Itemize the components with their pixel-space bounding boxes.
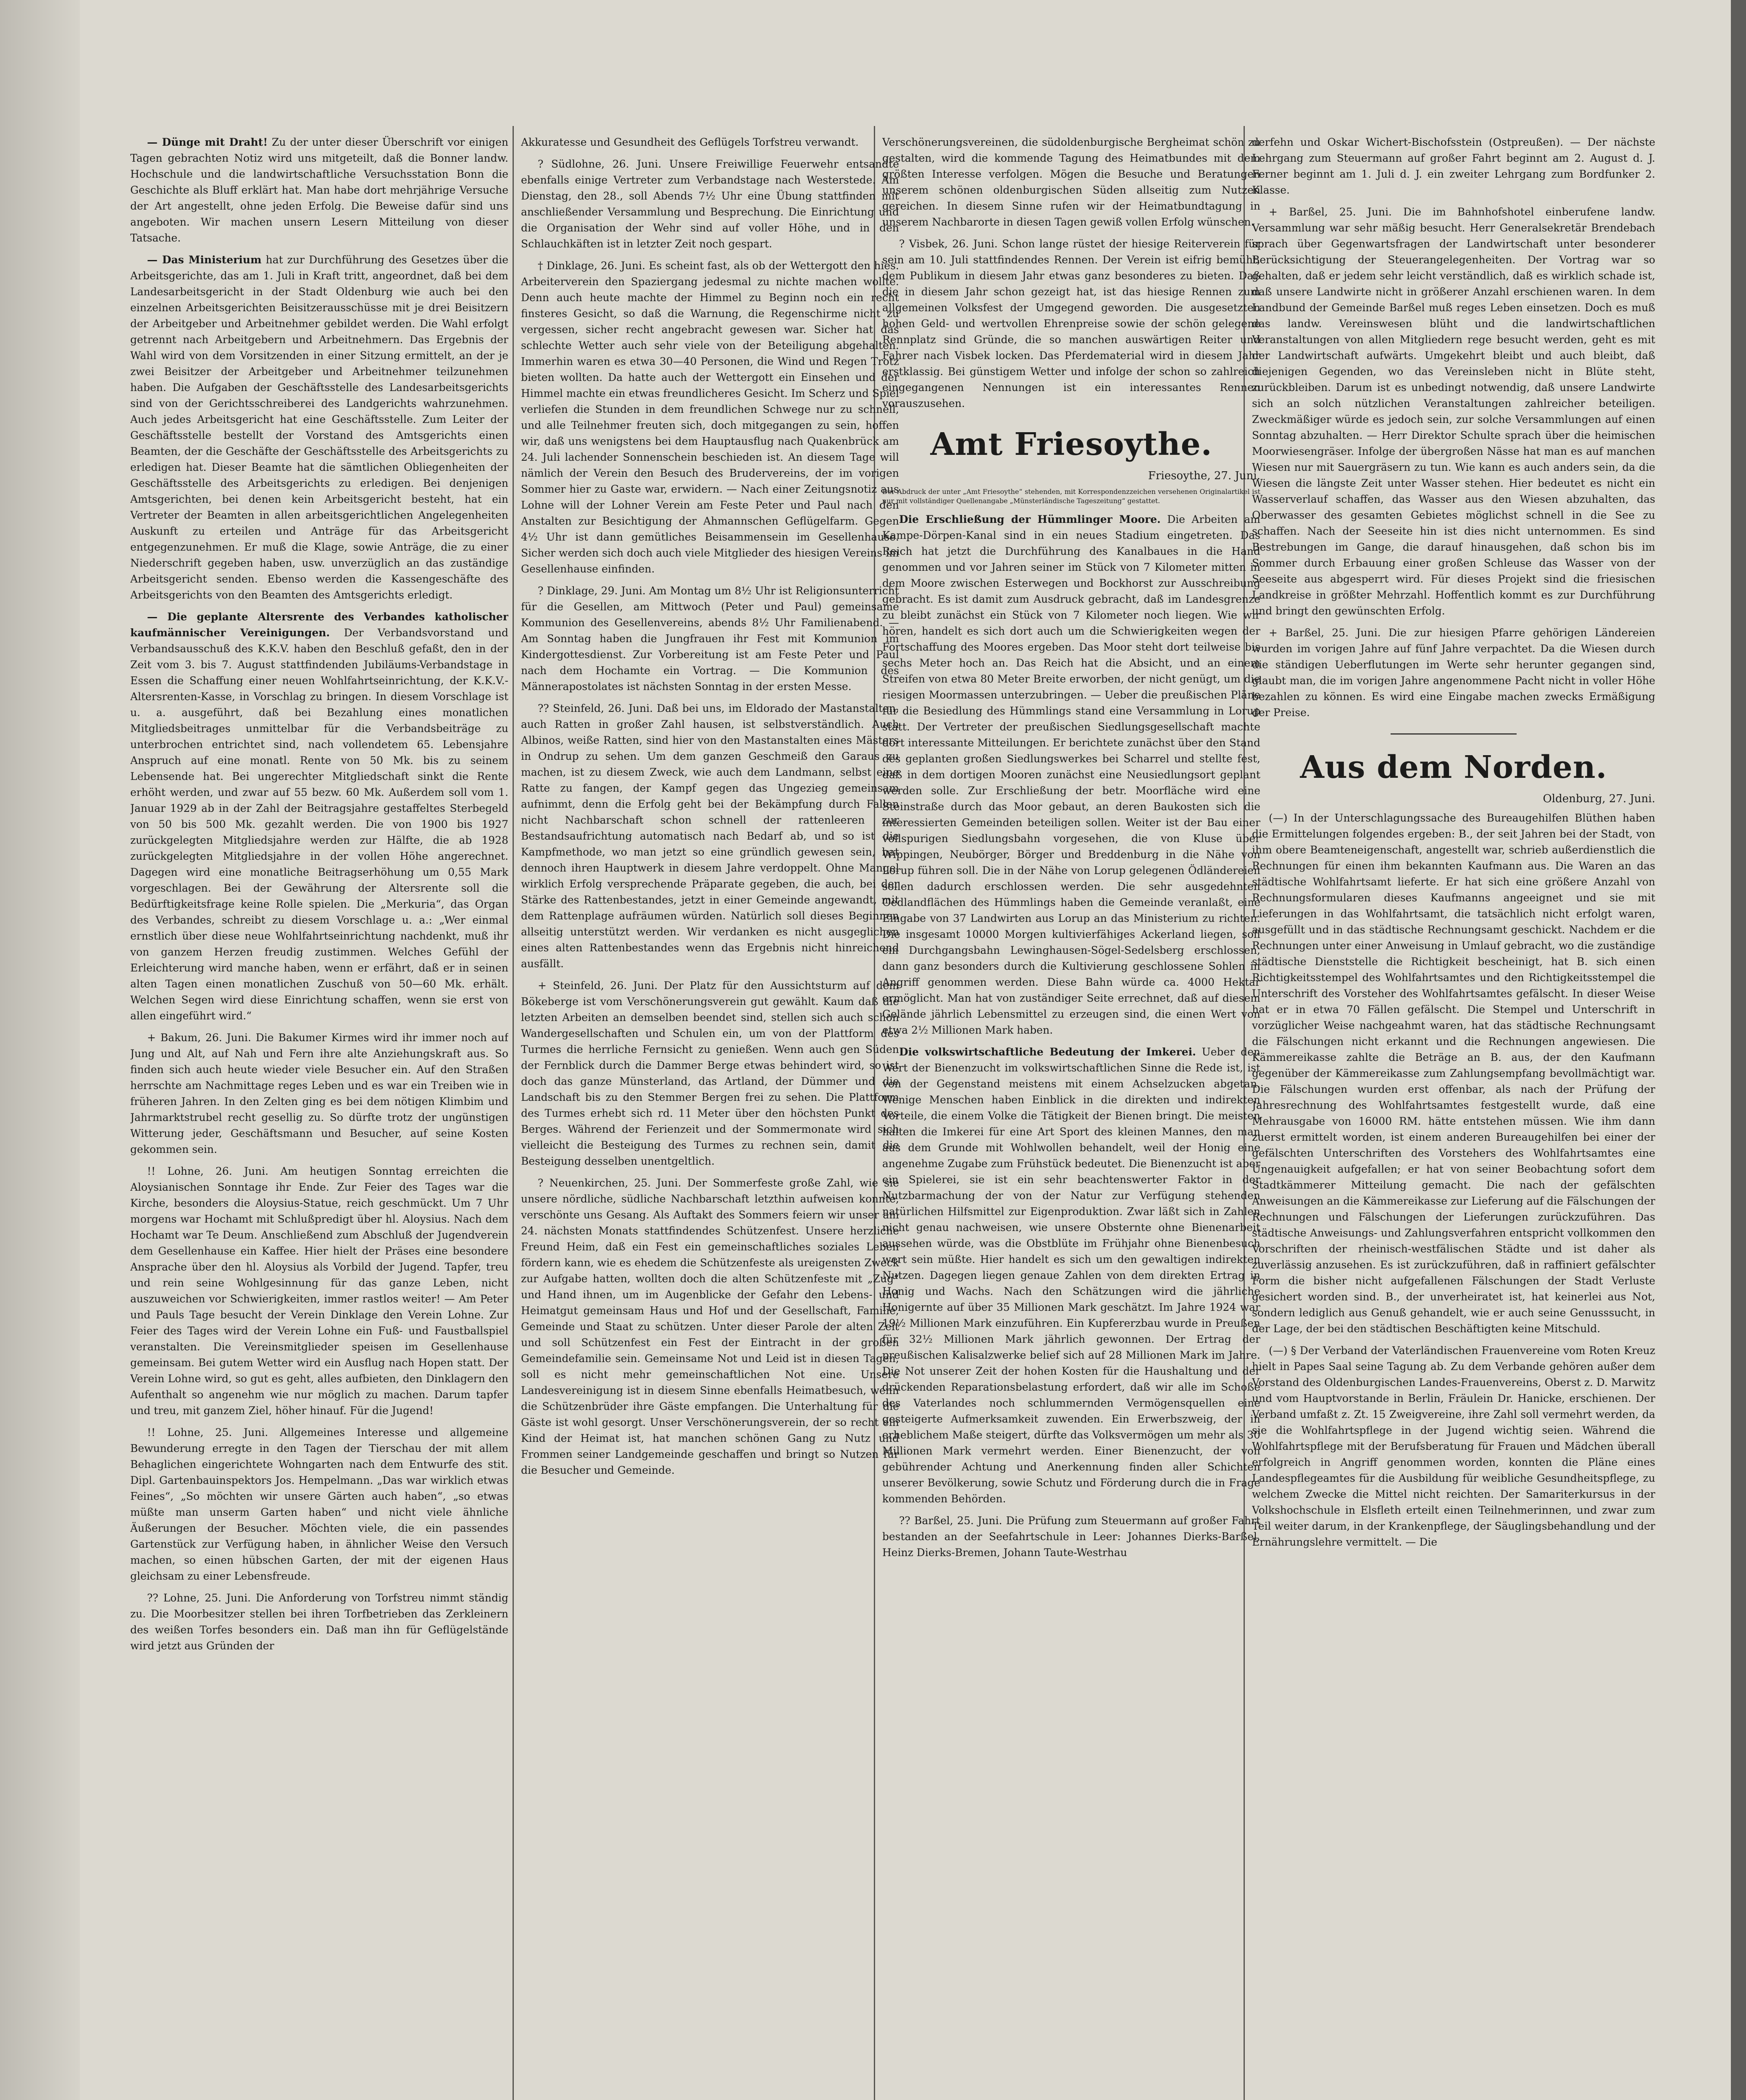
article-title: — Das Ministerium [147, 254, 262, 266]
column-rule-1 [513, 126, 514, 2100]
article-dinklage: † Dinklage, 26. Juni. Es scheint fast, als ob der Wettergott den hies. Arbeiterverein den Spaziergang jedesmal zu nichte machen wollte. Denn auch heute machte der Himmel zu Beginn noch ein recht finsteres Gesicht, so daß die Warnung, die Regenschirme nicht zu vergessen, sicher recht angebracht gewesen war. Sicher hat das schlechte Wetter auch sehr viele von der Beteiligung abgehalten. Immerhin waren es etwa 30—40 Personen, die Wind und Regen Trotz bieten wollten. Da hatte auch der Wettergott ein Einsehen und der Himmel machte ein etwas freundlicheres Gesicht. Im Scherz und Spiel verliefen die Stunden in dem freundlichen Schwege nur zu schnell, und alle Teilnehmer freuten sich, doch mitgegangen zu sein, hoffen wir, daß uns wenigstens bei dem Hauptausflug nach Quakenbrück am 24. Juli lachender Sonnenschein beschieden ist. An diesem Tage will nämlich der Verein den Besuch des Brudervereins, der im vorigen Sommer hier zu Gaste war, erwidern. — Nach einer Zeitungsnotiz aus Lohne will der Lohner Verein am Feste Peter und Paul nach den Anstalten zur Besichtigung der Ahmannschen Geflügelfarm. Gegen 4½ Uhr ist dann gemütliches Beisammensein im Gesellenhause. Sicher werden sich doch auch viele Mitglieder des hiesigen Vereins im Gesellenhause einfinden. [521, 260, 899, 575]
article-neuenkirchen: ? Neuenkirchen, 25. Juni. Der Sommerfeste große Zahl, wie sie unsere nördliche, südliche Nachbarschaft letzthin aufweisen konnte, verschönte uns Gesang. Als Auftakt des Sommers feiern wir unser am 24. nächsten Monats stattfindendes Schützenfest. Unsere herzliche Freund Heim, daß ein Fest ein gemeinschaftliches soziales Leben fördern kann, wie es ehedem die Schützenfeste als ureigensten Zweck zur Aufgabe hatten, wollten doch die alten Schützenfeste mit „Zug“ und Hand ihnen, um im Augenblicke der Gefahr den Lebens- und Heimatgut gemeinsam Haus und Hof und der Gesellschaft, Familie, Gemeinde und Staat zu schützen. Unter dieser Parole der alten Zeit und soll Schützenfest ein Fest der Eintracht in der großen Gemeindefamilie sein. Gemeinsame Not und Leid ist in diesen Tagen, soll es nicht mehr gemeinschaftlichen Not eine. Unsere Landesvereinigung ist in diesem Sinne ebenfalls Heimatbesuch, wenn die Schützenbrüder ihre Gäste empfangen. Die Unterhaltung für die Gäste ist wohl gesorgt. Unser Verschönerungsverein, der so recht ein Kind der Heimat ist, hat manchen schönen Gang zu Nutz und Frommen seiner Landgemeinde geschaffen und bringt so Nutzen für die Besucher und Gemeinde. [521, 1177, 899, 1476]
divider [1391, 733, 1517, 735]
article-barssel: ?? Barßel, 25. Juni. Die Prüfung zum Steuermann auf großer Fahrt bestanden an der Seefahrtschule in Leer: Johannes Dierks-Barßel, Heinz Dierks-Bremen, Johann Taute-Westrhau [882, 1515, 1260, 1559]
article-text: Die Arbeiten am Kampe-Dörpen-Kanal sind in ein neues Stadium eingetreten. Das Reich hat jetzt die Durchführung des Kanalbaues in die Hand genommen und vor Jahren seiner im Stück von 7 Kilometer mitten in dem Moore zwischen Esterwegen und Bockhorst zur Ausschreibung gebracht. Es ist damit zum Ausdruck gebracht, daß im Landesgrenze zu bleibt zunächst ein Stück von 7 Kilometer noch liegen. Wie wir hören, handelt es sich dort auch um die Schwierigkeiten wegen der Fortschaffung des Moores ergeben. Das Moor steht dort teilweise bis sechs Meter hoch an. Das Reich hat die Absicht, und an einem Streifen von etwa 80 Meter Breite erworben, der nicht genügt, um die riesigen Moormassen unterzubringen. — Ueber die preußischen Pläne für die Besiedlung des Hümmlings stand eine Versammlung in Lorup statt. Der Vertreter der preußischen Siedlungsgesellschaft machte dort interessante Mitteilungen. Er berichtete zunächst über den Stand des geplanten großen Siedlungswerkes bei Scharrel und stellte fest, daß in dem dortigen Mooren zunächst eine Neusiedlungsort geplant werden solle. Zur Erschließung der betr. Moorfläche wird eine Steinstraße durch das Moor gebaut, an deren Baukosten sich die interessierten Gemeinden beteiligen sollen. Weiter ist der Bau einer vollspurigen Siedlungsbahn vorgesehen, die von Kluse über Wippingen, Neubörger, Börger und Breddenburg in die Nähe von Lorup führen soll. Die in der Nähe von Lorup gelegenen Ödländereien sollen dadurch erschlossen werden. Die sehr ausgedehnten Oedlandflächen des Hümmlings haben die Gemeinde veranlaßt, eine Eingabe von 37 Landwirten aus Lorup an das Ministerium zu richten. Die insgesamt 10000 Morgen kultivierfähiges Ackerland liegen, soll ein Durchgangsbahn Lewinghausen-Sögel-Sedelsberg erschlossen, dann ganz besonders durch die Kultivierung geschlossene Sohlen in Angriff genommen werden. Diese Bahn würde ca. 4000 Hektar ermöglicht. Man hat von zuständiger Seite errechnet, daß auf diesem Gelände jährlich Lebensmittel zu erzeugen sind, die einen Wert von etwa 2½ Millionen Mark haben. [882, 513, 1260, 1036]
article-altersrente [130, 609, 508, 1024]
article-huemmling [882, 512, 1260, 1038]
dateline: Friesoythe, 27. Juni. [1148, 470, 1260, 482]
article-unterschlagung: (—) In der Unterschlagungssache des Bureaugehilfen Blüthen haben die Ermittelungen folgendes ergeben: B., der seit Jahren bei der Stadt, von ihm obere Beamteneigenschaft, angestellt war, schrieb außerdienstlich die Rechnungen für einen ihm bekannten Kaufmann aus. Die Waren an das städtische Wohlfahrtsamt lieferte. Er hat sich eine größere Anzahl von Rechnungsformularen dieses Kaufmanns angeeignet und sie mit Lieferungen in das Wohlfahrtsamt, die tatsächlich nicht erfolgt waren, ausgefüllt und in das städtische Rechnungsamt geschickt. Nachdem er die Rechnungen unter einer Anweisung in Umlauf gebracht, wo die zuständige städtische Dienststelle die Richtigkeit bescheinigt, hat B. sich einen Richtigkeitsstempel des Wohlfahrtsamtes und den Richtigkeitsstempel die Unterschrift des Vorsteher des Wohlfahrtsamtes gefälscht. In dieser Weise hat er in etwa 70 Fällen gefälscht. Die Stempel und Unterschrift in vorzüglicher Weise nachgeahmt waren, hat das städtische Rechnungsamt die Fälschungen nicht erkannt und die Rechnungen angewiesen. Die Kämmereikasse zahlte die Beträge an B. aus, der den Kaufmann gegenüber der Kämmereikasse zum Zahlungsempfang bevollmächtigt war. Die Fälschungen wurden erst offenbar, als nach der Prüfung der Jahresrechnung des Wohlfahrtsamtes festgestellt wurde, daß eine Mehrausgabe von 16000 RM. hätte entstehen müssen. Wie ihm dann zuerst ermittelt worden, ist einem anderen Bureaugehilfen bei einer der gefälschten Unterschriften des Vorstehers des Wohlfahrtsamtes eine Ungenauigkeit aufgefallen; er hat von seiner Beobachtung sofort dem Stadtkämmerer Mitteilung gemacht. Die nach der gefälschten Anweisungen an die Kämmereikasse zur Lieferung auf die Fälschungen der Rechnungen und Fälschungen der Lieferungen zurückzuführen. Das städtische Anweisungs- und Zahlungsverfahren entspricht vollkommen den Vorschriften der rheinisch-westfälischen Städte und ist daher als zuverlässig anzusehen. Es ist zurückzuführen, daß in raffiniert gefälschter Form die bisher nicht aufgefallenen Fälschungen der Stadt Verluste gesichert worden sind. B., der unverheiratet ist, hat keinerlei aus Not, sondern lediglich aus Genuß gehandelt, wie er auch seine Genusssucht, in der Lage, der bei den städtischen Beschäftigten keine Mitschuld. [1252, 812, 1655, 1335]
section-title-norden: Aus dem Norden. [1300, 749, 1607, 785]
article-steinfeld: ?? Steinfeld, 26. Juni. Daß bei uns, im Eldorado der Mastanstalten, auch Ratten in großer Zahl hausen, ist selbstverständlich. Auch Albinos, weiße Ratten, sind hier von den Mastanstalten eines Mästers in Ondrup zu sehen. Um dem ganzen Geschmeiß den Garaus zu machen, ist zu diesem Zweck, wie auch dem Landmann, selbst eine Ratte zu fangen, der Kampf gegen das Ungezieg gemeinsam aufnimmt, denn die Erfolg geht bei der Bekämpfung durch Fallen nicht Nachbarschaft schon schnell der rattenleeren zur Bestandsaufrichtung automatisch nach Bedarf ab, und so ist die Kampfmethode, wo man jetzt so eine gründlich gewesen sein, hat dennoch ihren Hauptwerk in diesem Jahre verdoppelt. Ohne Mangel wirklich Erfolg versprechende Präparate gegeben, die auch, bei der Stärke des Rattenbestandes, jetzt in einer Gemeinde angewandt, mit dem Rattenplage aufräumen würden. Natürlich soll dieses Beginnen allseitig unterstützt werden. Wir verdanken es nicht ausgeglichen eines alten Rattenbestandes wenn das Ergebnis nicht hinreichend ausfällt. [521, 702, 899, 970]
article-frauenvereine: (—) § Der Verband der Vaterländischen Frauenvereine vom Roten Kreuz hielt in Papes Saal seine Tagung ab. Zu dem Verbande gehören außer dem Vorstand des Oldenburgischen Landes-Frauenvereins, Oberst z. D. Marwitz und vom Hauptvorstande in Berlin, Fräulein Dr. Hanicke, erschienen. Der Verband umfaßt z. Zt. 15 Zweigvereine, ihre Zahl soll vermehrt werden, da sie die Wohlfahrtspflege in der Jugend wichtig seien. Während die Wohlfahrtspflege mit der Berufsberatung für Frauen und Mädchen überall erfolgreich in Angriff genommen worden, konnten die Pläne eines Landespflegeamtes für die Ausbildung für weibliche Gesundheitspflege, zu welchem Zwecke die Mittel nicht reichten. Der Samariterkursus in der Volkshochschule in Elsfleth erteilt einen Teilnehmerinnen, und zwar zum Teil weiter darum, in der Krankenpflege, der Säuglingsbehandlung und der Ernährungslehre vermittelt. — Die [1252, 1344, 1655, 1548]
article-bakum: + Bakum, 26. Juni. Die Bakumer Kirmes wird ihr immer noch auf Jung und Alt, auf Nah und Fern ihre alte Anziehungskraft aus. So finden sich auch heute wieder viele Besucher ein. Auf den Straßen herrschte am Nachmittage reges Leben und es war ein Treiben wie in früheren Jahren. In den Zelten ging es bei dem nötigen Klimbim und Jahrmarktstrubel recht gesellig zu. So dürfte trotz der ungünstigen Witterung jeder, Geschäftsmann und Besucher, auf seine Kosten gekommen sein. [130, 1032, 508, 1155]
reprint-notice: Der Abdruck der unter „Amt Friesoythe“ stehenden, mit Korrespondenzzeichen versehenen Originalartikel ist nur mit vollständiger Quellenangabe „Münsterländische Tageszeitung“ gestattet. [882, 488, 1260, 505]
article-visbek: ? Visbek, 26. Juni. Schon lange rüstet der hiesige Reiterverein für sein am 10. Juli stattfindendes Rennen. Der Verein ist eifrig bemüht, dem Publikum in diesem Jahr etwas ganz besonderes zu bieten. Daß die in diesem Jahr schon gezeigt hat, ist das hiesige Rennen zum allgemeinen Volksfest der Umgegend geworden. Die ausgesetzten hohen Geld- und wertvollen Ehrenpreise sowie der schön gelegene Rennplatz sind Gründe, die so manchen auswärtigen Reiter und Fahrer nach Visbek locken. Das Pferdematerial wird in diesem Jahr erstklassig. Bei günstigem Wetter und infolge der schon so zahlreich eingegangenen Nennungen ist ein interessantes Rennen vorauszusehen. [882, 238, 1260, 410]
article-lohne: !! Lohne, 26. Juni. Am heutigen Sonntag erreichten die Aloysianischen Sonntage ihr Ende. Zur Feier des Tages war die Kirche, besonders die Aloysius-Statue, reich geschmückt. Um 7 Uhr morgens war Hochamt mit Schlußpredigt über hl. Aloysius. Nach dem Hochamt war Te Deum. Anschließend zum Abschluß der Jugendverein dem Gesellenhause ein Kaffee. Hier hielt der Präses eine besondere Ansprache über den hl. Aloysius als Vorbild der Jugend. Tapfer, treu und rein seine Wohlgesinnung für das ganze Leben, nicht auszuweichen vor Schwierigkeiten, immer rastlos weiter! — Am Peter und Pauls Tage besucht der Verein Dinklage den Verein Lohne. Zur Feier des Tages wird der Verein Lohne ein Fuß- und Faustballspiel veranstalten. Die Vereinsmitglieder speisen im Gesellenhause gemeinsam. Bei gutem Wetter wird ein Ausflug nach Hopen statt. Der Verein Lohne wird, so gut es geht, alles aufbieten, den Dinklagern den Aufenthalt so angenehm wie nur möglich zu machen. Darum tapfer und treu, mit ganzem Ziel, höher hinauf. Für die Jugend! [130, 1165, 508, 1417]
dateline: Oldenburg, 27. Juni. [1543, 793, 1655, 805]
column-4 [1252, 134, 1655, 2100]
article-suedlohne: ? Südlohne, 26. Juni. Unsere Freiwillige Feuerwehr entsandte ebenfalls einige Vertreter zum Verbandstage nach Westerstede. Am Dienstag, den 28., soll Abends 7½ Uhr eine Übung stattfinden mit anschließender Versammlung und Besprechung. Die Einrichtung und die Organisation der Wehr sind auf voller Höhe, und in den Schlauchkäften ist in letzter Zeit noch gespart. [521, 158, 899, 250]
article-steinfeld-2: + Steinfeld, 26. Juni. Der Platz für den Aussichtsturm auf dem Bökeberge ist vom Verschönerungsverein gut gewählt. Kaum daß die letzten Arbeiten an demselben beendet sind, stellen sich auch schon Wandergesellschaften und Schulen ein, um von der Plattform des Turmes die herrliche Fernsicht zu genießen. Wenn auch gen Süden der Fernblick durch die Dammer Berge etwas behindert wird, so ist doch das ganze Münsterland, das Artland, der Dümmer und die Landschaft bis zu den Stemmer Bergen frei zu sehen. Die Plattform des Turmes erhebt sich rd. 11 Meter über den höchsten Punkt des Berges. Während der Ferienzeit und der Sommermonate wird sich vielleicht die Besteigung des Turmes zu rechnen sein, damit die Besteigung desselben unentgeltlich. [521, 979, 899, 1167]
column-3 [882, 134, 1260, 2100]
article-text: Ueber den Wert der Bienenzucht im volkswirtschaftlichen Sinne die Rede ist, ist von der Gegenstand meistens mit einem Achselzucken abgetan. Wenige Menschen haben Einblick in die direkten und indirekten Vorteile, die einem Volke die Tätigkeit der Bienen bringt. Die meisten halten die Imkerei für eine Art Sport des kleinen Mannes, den man aus dem Grunde mit Wohlwollen behandelt, weil der Honig eine angenehme Zugabe zum Frühstück bedeutet. Die Bienenzucht ist aber ein Spielerei, sie ist ein sehr beachtenswerter Faktor in der Nutzbarmachung der von der Natur zur Verfügung stehenden natürlichen Hilfsmittel zur Eigenproduktion. Zwar läßt sich in Zahlen nicht genau nachweisen, wie unsere Obsternte ohne Bienenarbeit aussehen würde, was die Obstblüte im Frühjahr ohne Bienenbesuch wert sein müßte. Hier handelt es sich um den gewaltigen indirekten Nutzen. Dagegen liegen genaue Zahlen von dem direkten Ertrag in Honig und Wachs. Nach den Schätzungen wird die jährliche Honigernte auf über 35 Millionen Mark geschätzt. Im Jahre 1924 war 19½ Millionen Mark einzuführen. Ein Kupfererzbau wurde in Preußen für 32½ Millionen Mark jährlich gewonnen. Der Ertrag der preußischen Kalisalzwerke belief sich auf 28 Millionen Mark im Jahre. Die Not unserer Zeit der hohen Kosten für die Haushaltung und der drückenden Reparationsbelastung erfordert, daß wir alle im Schoße des Vaterlandes noch schlummernden Vermögensquellen eine gesteigerte Aufmerksamkeit zuwenden. Ein Erwerbszweig, der in erheblichem Maße steigert, dürfte das Volksvermögen um mehr als 30 Millionen Mark vermehrt werden. Einer Bienenzucht, der von gebührender Achtung und Anerkennung finden aller Schichten unserer Bevölkerung, sowie Schutz und Förderung durch die in Frage kommenden Behörden. [882, 1046, 1260, 1505]
binding-gutter [0, 0, 80, 2100]
article-title: Die volkswirtschaftliche Bedeutung der Imkerei. [899, 1046, 1196, 1058]
article-lohne-2: !! Lohne, 25. Juni. Allgemeines Interesse und allgemeine Bewunderung erregte in den Tagen der Tierschau der mit allem Behaglichen eingerichtete Wohngarten nach dem Entwurfe des stit. Dipl. Gartenbauinspektors Jos. Hempelmann. „Das war wirklich etwas Feines“, „So möchten wir unsere Gärten auch haben“, „so etwas müßte man unserm Garten haben“ und nicht viele ähnliche Äußerungen der Besucher. Möchten viele, die ein passendes Gartenstück zur Verfügung haben, in ähnlicher Weise den Versuch machen, so einen hübschen Garten, der mit der eigenen Haus gleichsam zu einer Lebensfreude. [130, 1426, 508, 1582]
article-title: Die Erschließung der Hümmlinger Moore. [899, 513, 1161, 525]
section-title-friesoythe: Amt Friesoythe. [930, 426, 1212, 462]
column-2 [521, 134, 899, 2100]
continuation-text: derfehn und Oskar Wichert-Bischofsstein (Ostpreußen). — Der nächste Lehrgang zum Steuermann auf großer Fahrt beginnt am 2. August d. J. Ferner beginnt am 1. Juli d. J. ein zweiter Lehrgang zum Bordfunker 2. Klasse. [1252, 136, 1655, 196]
article-dinklage-2: ? Dinklage, 29. Juni. Am Montag um 8½ Uhr ist Religionsunterricht für die Gesellen, am Mittwoch (Peter und Paul) gemeinsame Kommunion des Gesellenvereins, abends 8½ Uhr Familienabend. — Am Sonntag haben die Jungfrauen ihr Fest mit Kommunion im Kindergottesdienst. Zur Vorbereitung ist am Feste Peter und Paul nach dem Hochamte ein Vortrag. — Die Kommunion des Männerapostolates ist nächsten Sonntag in der ersten Messe. [521, 585, 899, 693]
article-lohne-3: ?? Lohne, 25. Juni. Die Anforderung von Torfstreu nimmt ständig zu. Die Moorbesitzer stellen bei ihren Torfbetrieben das Zerkleinern des weißen Torfes besonders ein. Daß man ihn für Geflügelstände wird jetzt aus Gründen der [130, 1592, 508, 1652]
continuation-text: Verschönerungsvereinen, die südoldenburgische Bergheimat schön zu gestalten, wird die kommende Tagung des Heimatbundes mit dem größten Interesse verfolgen. Mögen die Besuche und Beratungen unserem schönen oldenburgischen Süden allseitig zum Nutzen gereichen. In diesem Sinne rufen wir der Heimatbundtagung in unserem Nachbarorte in diesen Tagen gewiß vollen Erfolg wünschen. [882, 136, 1260, 228]
article-imkerei [882, 1044, 1260, 1507]
article-text: Zu der unter dieser Überschrift vor einigen Tagen gebrachten Notiz wird uns mitgeteilt, daß die Bonner landw. Hochschule und die landwirtschaftliche Versuchsstation Bonn die Geschichte als Bluff erklärt hat. Man habe dort mehrjährige Versuche der Art angestellt, ohne jeden Erfolg. Die Beweise dafür sind uns angeboten. Wir machen unsern Lesern Mitteilung von dieser Tatsache. [130, 136, 508, 244]
column-1 [130, 134, 508, 2100]
article-barssel-3: + Barßel, 25. Juni. Die zur hiesigen Pfarre gehörigen Ländereien wurden im vorigen Jahre auf fünf Jahre verpachtet. Da die Wiesen durch die ständigen Ueberflutungen im Werte sehr herunter gegangen sind, glaubt man, die im vorigen Jahre angenommene Pacht nicht in voller Höhe bezahlen zu können. Es wird eine Eingabe machen zwecks Ermäßigung der Preise. [1252, 627, 1655, 719]
article-text: hat zur Durchführung des Gesetzes über die Arbeitsgerichte, das am 1. Juli in Kraft tritt, angeordnet, daß bei dem Landesarbeitsgericht in der Stadt Oldenburg wie auch bei den einzelnen Arbeitsgerichten Beisitzerausschüsse mit je drei Beisitzern der Arbeitgeber und Arbeitnehmer gebildet werden. Die Wahl erfolgt getrennt nach Arbeitgebern und Arbeitnehmern. Das Ergebnis der Wahl wird von dem Vorsitzenden in einer Sitzung ermittelt, an der je zwei Beisitzer der Arbeitgeber und Arbeitnehmer teilzunehmen haben. Die Aufgaben der Geschäftsstelle des Landesarbeitsgerichts sind von der Gerichtsschreiberei des Landgerichts wahrzunehmen. Auch jedes Arbeitsgericht hat eine Geschäftsstelle. Zum Leiter der Geschäftsstelle bestellt der Vorstand des Amtsgerichts einen Beamten, der die Geschäfte der Geschäftsstelle des Arbeitsgerichts zu erledigen hat. Dieser Beamte hat die sämtlichen Obliegenheiten der Geschäftsstelle des Arbeitsgerichts zu erledigen. Bei denjenigen Amtsgerichten, bei denen kein Arbeitsgericht besteht, hat ein Vertreter der Beamten in allen arbeitsgerichtlichen Angelegenheiten Auskunft zu erteilen und Anträge für das Arbeitsgericht entgegenzunehmen. Er muß die Klage, sowie Anträge, die zu einer Niederschrift gegeben haben, usw. unverzüglich an das zuständige Arbeitsgericht senden. Ebenso werden die Kassengeschäfte des Arbeitsgerichts von den Beamten des Amtsgerichts erledigt. [130, 254, 508, 601]
article-text: Der Verbandsvorstand und Verbandsausschuß des K.K.V. haben den Beschluß gefaßt, den in der Zeit vom 3. bis 7. August stattfindenden Jubiläums-Verbandstage in Essen die Schaffung einer neuen Wohlfahrtseinrichtung, der K.K.V.-Altersrenten-Kasse, in Vorschlag zu bringen. In diesem Vorschlage ist u. a. ausgeführt, daß bei Bezahlung eines monatlichen Mitgliedsbeitrages unmittelbar für die Verbandsbeiträge zu unterbrochen entrichtet sind, nach vollendetem 65. Lebensjahre Anspruch auf eine monatl. Rente von 50 Mk. bis zu seinem Lebensende hat. Bei ungerechter Mitgliedschaft sinkt die Rente erhöht werden, und zwar auf 55 bezw. 60 Mk. Außerdem soll vom 1. Januar 1929 ab in der Zahl der Beitragsjahre gestaffeltes Sterbegeld von 50 bis 500 Mk. gezahlt werden. Die von 1900 bis 1927 zurückgelegten Mitgliedsjahre werden zur Hälfte, die ab 1928 zurückgelegten Mitgliedsjahre in der vollen Höhe angerechnet. Dagegen wird eine monatliche Beitragserhöhung um 0,55 Mark vorgeschlagen. Bei der Gewährung der Altersrente soll die Bedürftigkeitsfrage keine Rolle spielen. Die „Merkuria“, das Organ des Verbandes, schreibt zu diesem Vorschlage u. a.: „Wer einmal ernstlich über diese neue Wohlfahrtseinrichtung nachdenkt, muß ihr von ganzem Herzen freudig zustimmen. Welches Gefühl der Erleichterung wird manche haben, wenn er erfährt, daß er in seinen alten Tagen einen monatlichen Zuschuß von 50—60 Mk. erhält. Welchen Segen wird diese Einrichtung schaffen, wenn sie erst von allen eingeführt wird.“ [130, 627, 508, 1022]
article-title: — Dünge mit Draht! [147, 136, 268, 148]
article-title: — Die geplante Altersrente des Verbandes katholischer kaufmännischer Vereinigungen. [130, 611, 508, 639]
article-ministerium [130, 252, 508, 603]
article-duenge [130, 134, 508, 246]
continuation-text: Akkuratesse und Gesundheit des Geflügels Torfstreu verwandt. [521, 136, 859, 148]
article-barssel-2: + Barßel, 25. Juni. Die im Bahnhofshotel einberufene landw. Versammlung war sehr mäßig besucht. Herr Generalsekretär Brendebach sprach über Gegenwartsfragen der Landwirtschaft unter besonderer Berücksichtigung der Steuerangelegenheiten. Der Vortrag war so gehalten, daß er jedem sehr leicht verständlich, daß es wirklich schade ist, daß unsere Landwirte nicht in größerer Anzahl erschienen waren. In dem Landbund der Gemeinde Barßel muß reges Leben einsetzen. Doch es muß das landw. Vereinswesen blüht und die landwirtschaftlichen Veranstaltungen von allen Mitgliedern rege besucht werden, geht es mit der Landwirtschaft aufwärts. Umgekehrt bleibt und auch bleibt, daß diejenigen Gegenden, wo das Vereinsleben nicht in Blüte steht, zurückbleiben. Darum ist es unbedingt notwendig, daß unsere Landwirte sich an solch nützlichen Veranstaltungen zahlreicher beteiligen. Zweckmäßiger würde es jedoch sein, zur solche Versammlungen auf einen Sonntag abzuhalten. — Herr Direktor Schulte sprach über die heimischen Moorwiesengräser. Infolge der übergroßen Nässe hat man es auf manchen Wiesen nur mit Sauergräsern zu tun. Wie kann es auch anders sein, da die Wiesen die längste Zeit unter Wasser stehen. Hier bedeutet es nicht ein Wasserverlauf schaffen, das Wasser aus den Wiesen abzuhalten, das Oberwasser des gesamten Gebietes möglichst schnell in die See zu schaffen. Nach der Seeseite hin ist dies nicht unternommen. Es sind Bestrebungen im Gange, die darauf hinausgehen, daß schon bis im Sommer durch Erbauung einer großen Schleuse das Wasser von der Seeseite aus abgesperrt wird. Für dieses Projekt sind die friesischen Landkreise in größter Mehrzahl. Hoffentlich kommt es zur Durchführung und bringt den gewünschten Erfolg. [1252, 206, 1655, 617]
